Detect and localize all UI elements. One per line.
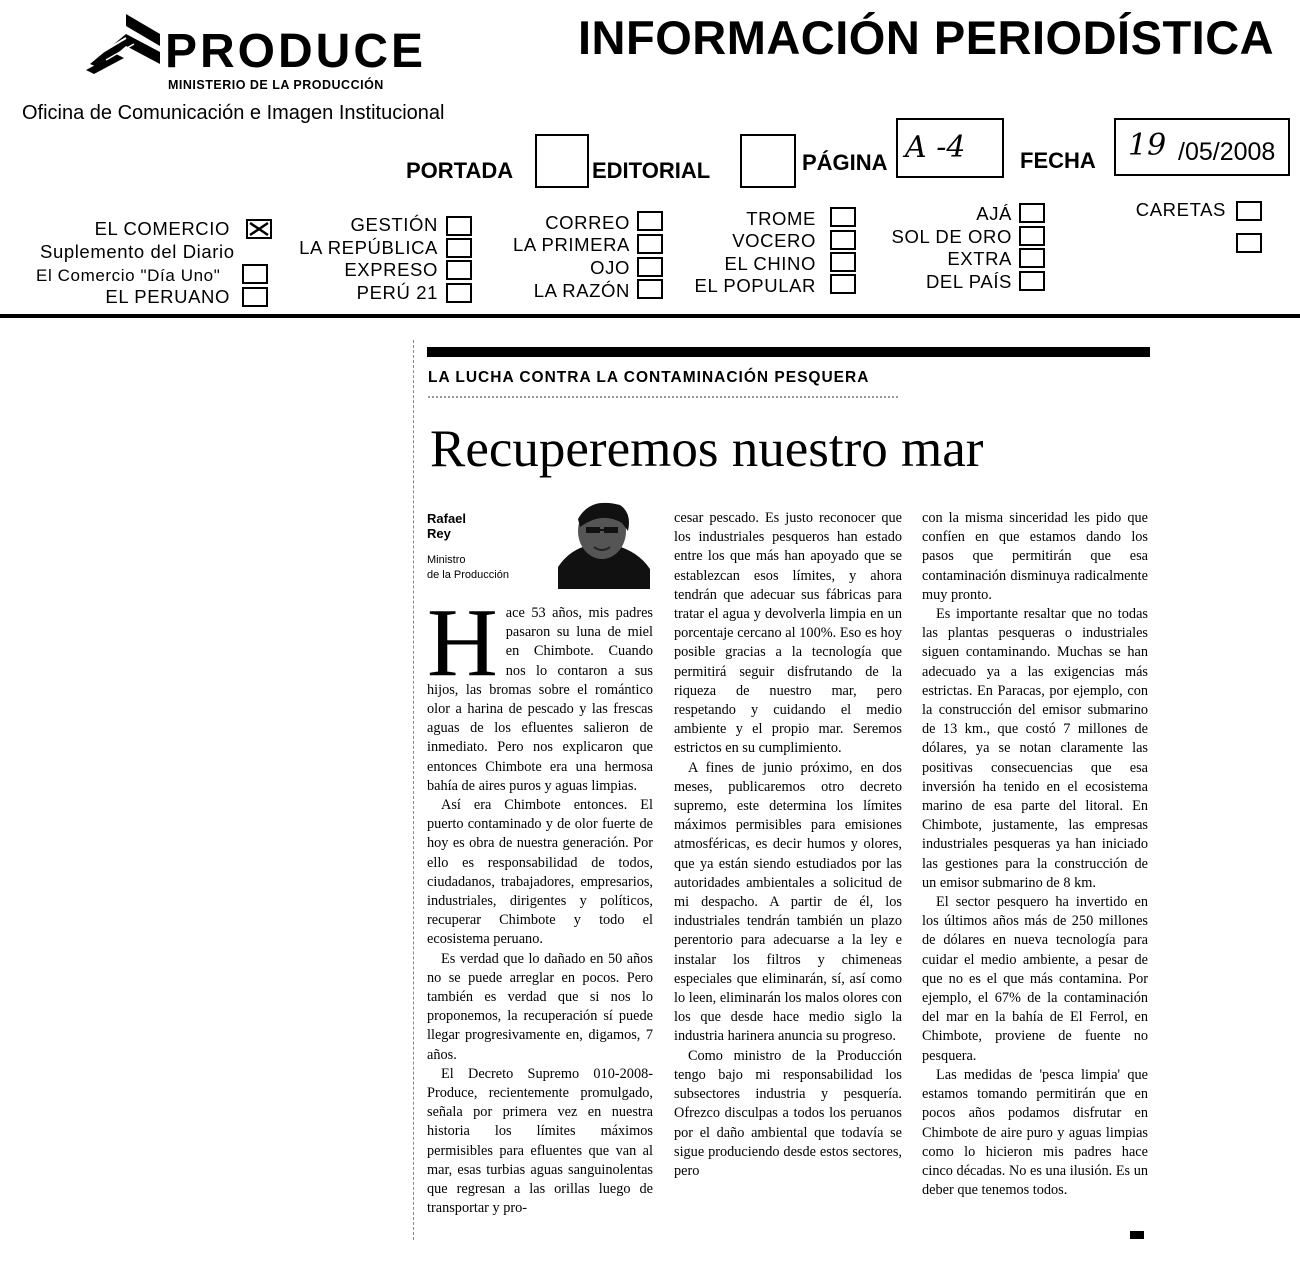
np-aja-checkbox[interactable] bbox=[1019, 203, 1045, 223]
np-el-chino: EL CHINO bbox=[724, 253, 816, 274]
col2-para-2: A fines de junio próximo, en dos meses, publicaremos otro decreto supremo, este determina los límites máximos permisibles para emisiones atmosféricas, es decir humos y olores, que ya están siendo estudiados por las autoridades ambientales a solicitud de mi despacho. A partir de él, los industriales tendrán también un plazo perentorio para adecuarse a la ley e instalar los filtros y chimeneas especiales que eliminarán, sí, así como lo leen, eliminarán los malos olores con los que desde hace medio siglo la industria harinera anuncia su progreso. bbox=[674, 759, 902, 1045]
fecha-month-year: /05/2008 bbox=[1178, 138, 1276, 166]
article-column-2 bbox=[674, 509, 902, 1181]
page-title: INFORMACIÓN PERIODÍSTICA bbox=[578, 11, 1275, 64]
logo-text: PRODUCE bbox=[165, 25, 427, 78]
np-el-peruano-checkbox[interactable] bbox=[242, 287, 268, 307]
col1-para-1: ace 53 años, mis padres pasaron su luna de miel en Chimbote. Cuando nos lo contaron a sus hijos, las bromas sobre el romántico olor a harina de pescado y las frescas aguas de los efluentes salieron de inmediato. Pero nos explicaron que entonces Chimbote era una hermosa bahía de aires puros y aguas limpias. bbox=[427, 605, 653, 794]
office-name: Oficina de Comunicación e Imagen Institucional bbox=[22, 102, 445, 124]
portada-label: PORTADA bbox=[406, 158, 514, 183]
produce-logo-icon bbox=[86, 12, 162, 74]
np-aja: AJÁ bbox=[976, 203, 1012, 224]
np-correo: CORREO bbox=[545, 212, 630, 233]
article-headline: Recuperemos nuestro mar bbox=[430, 420, 984, 478]
pagina-value: A -4 bbox=[905, 130, 966, 165]
np-correo-checkbox[interactable] bbox=[637, 211, 663, 231]
np-la-razon-checkbox[interactable] bbox=[637, 279, 663, 299]
author-first-name: Rafael bbox=[427, 511, 467, 526]
col1-para-4: El Decreto Supremo 010-2008-Produce, recientemente promulgado, señala por primera vez en nuestra historia los límites máximos permisibles para efluentes que van al mar, esas turbias aguas sanguinolentas que regresan a las orillas luego de transportar y pro- bbox=[427, 1065, 653, 1217]
np-peru21: PERÚ 21 bbox=[356, 282, 438, 303]
np-expreso: EXPRESO bbox=[344, 259, 438, 280]
author-last-name: Rey bbox=[427, 526, 451, 541]
kicker-rule bbox=[428, 396, 898, 398]
np-vocero: VOCERO bbox=[732, 230, 816, 251]
np-la-primera: LA PRIMERA bbox=[512, 234, 630, 255]
fecha-label: FECHA bbox=[1020, 148, 1096, 173]
np-el-popular-checkbox[interactable] bbox=[830, 274, 856, 294]
np-gestion: GESTIÓN bbox=[350, 214, 438, 235]
clipping-edge bbox=[413, 340, 414, 1240]
article-kicker: LA LUCHA CONTRA LA CONTAMINACIÓN PESQUERA bbox=[428, 369, 870, 386]
np-blank-checkbox[interactable] bbox=[1236, 233, 1262, 253]
col2-para-3: Como ministro de la Producción tengo bajo mi responsabilidad los subsectores industria y pesquería. Ofrezco disculpas a todos los peruanos por el daño ambiental que todavía se sigue produciendo desde estos sectores, pero bbox=[674, 1047, 902, 1179]
np-del-pais-checkbox[interactable] bbox=[1019, 271, 1045, 291]
header-divider bbox=[0, 314, 1300, 318]
col3-para-3: El sector pesquero ha invertido en los últimos años más de 250 millones de dólares en nueva tecnología para cuidar el medio ambiente, a pesar de que no es el que más contamina. Por ejemplo, el 67% de la contaminación del mar en la bahía de El Ferrol, en Chimbote, proviene de fuente no pesquera. bbox=[922, 894, 1148, 1064]
col3-para-4: Las medidas de 'pesca limpia' que estamos tomando permitirán que en pocos años podamos disfrutar en Chimbote de aire puro y aguas limpias como lo hicieron mis padres hace cinco décadas. No es una ilusión. Es un deber que tenemos todos. bbox=[922, 1066, 1148, 1199]
np-trome-checkbox[interactable] bbox=[830, 207, 856, 227]
np-gestion-checkbox[interactable] bbox=[446, 216, 472, 236]
col3-para-1: con la misma sinceridad les pido que confíen en que estamos dando los pasos que permitirán que esa contaminación disminuya radicalmente muy pronto. bbox=[922, 510, 1148, 603]
np-la-primera-checkbox[interactable] bbox=[637, 234, 663, 254]
np-caretas: CARETAS bbox=[1135, 199, 1226, 220]
np-caretas-checkbox[interactable] bbox=[1236, 201, 1262, 221]
np-suplemento: Suplemento del Diario bbox=[40, 241, 235, 262]
np-extra: EXTRA bbox=[947, 248, 1012, 269]
editorial-checkbox[interactable] bbox=[740, 134, 796, 188]
article-top-bar bbox=[427, 347, 1150, 357]
drop-cap: H bbox=[427, 589, 498, 697]
author-photo bbox=[550, 497, 654, 589]
article-end-mark bbox=[1130, 1231, 1144, 1239]
article-column-3 bbox=[922, 509, 1148, 1200]
col1-para-2: Así era Chimbote entonces. El puerto contaminado y de olor fuerte de hoy es obra de nuestra generación. Por ello es responsabilidad de todos, ciudadanos, trabajadores, empresarios, industriales, dirigentes y políticos, recuperar Chimbote y todo el ecosistema peruano. bbox=[427, 797, 653, 948]
np-vocero-checkbox[interactable] bbox=[830, 230, 856, 250]
logo-subtitle: MINISTERIO DE LA PRODUCCIÓN bbox=[168, 78, 384, 92]
fecha-day: 19 bbox=[1128, 128, 1167, 163]
np-comercio-dia-uno: El Comercio "Día Uno" bbox=[36, 266, 221, 285]
np-el-popular: EL POPULAR bbox=[694, 275, 816, 296]
np-el-comercio-checkbox[interactable] bbox=[246, 219, 272, 239]
portada-checkbox[interactable] bbox=[535, 134, 589, 188]
article-column-1 bbox=[427, 589, 653, 1219]
np-del-pais: DEL PAÍS bbox=[925, 271, 1012, 292]
np-el-comercio: EL COMERCIO bbox=[94, 218, 230, 239]
col1-para-3: Es verdad que lo dañado en 50 años no se puede arreglar en pocos. Pero también es verdad que si nos lo proponemos, la recuperación sí puede llegar progresivamente en, digamos, 7 años. bbox=[427, 950, 653, 1063]
pagina-label: PÁGINA bbox=[802, 150, 888, 175]
np-el-peruano: EL PERUANO bbox=[105, 286, 230, 307]
np-comercio-dia-uno-checkbox[interactable] bbox=[242, 264, 268, 284]
np-el-chino-checkbox[interactable] bbox=[830, 252, 856, 272]
np-ojo: OJO bbox=[590, 257, 630, 278]
np-la-republica: LA REPÚBLICA bbox=[299, 237, 438, 258]
np-extra-checkbox[interactable] bbox=[1019, 248, 1045, 268]
np-ojo-checkbox[interactable] bbox=[637, 257, 663, 277]
np-la-razon: LA RAZÓN bbox=[533, 280, 630, 301]
np-peru21-checkbox[interactable] bbox=[446, 283, 472, 303]
col3-para-2: Es importante resaltar que no todas las plantas pesqueras o industriales siguen contaminando. Muchas se han adecuado ya a las exigencias más estrictas. En Paracas, por ejemplo, con la construcción del emisor submarino de 13 km., que costó 7 millones de dólares, ya se notan claramente las positivas consecuencias que esa inversión ha tenido en el ecosistema marino de esa parte del litoral. En Chimbote, justamente, las empresas industriales pesqueras ya han iniciado las gestiones para la construcción de un emisor submarino de 8 km. bbox=[922, 606, 1148, 891]
np-sol-de-oro: SOL DE ORO bbox=[891, 226, 1012, 247]
editorial-label: EDITORIAL bbox=[592, 158, 711, 183]
check-mark-icon bbox=[248, 221, 270, 237]
author-role-1: Ministro bbox=[427, 554, 466, 566]
col2-para-1: cesar pescado. Es justo reconocer que los industriales pesqueros han estado entre los que más han apoyado que se establezcan esos límites, y ahora tendrán que adecuar sus fábricas para tratar el agua y devolverla limpia en un porcentaje cercano al 100%. Eso es hoy posible gracias a la tecnología que permitirá seguir disfrutando de la riqueza de nuestro mar, pero respetando y cuidando el medio ambiente y el propio mar. Seremos estrictos en su cumplimiento. bbox=[674, 510, 902, 757]
author-role-2: de la Producción bbox=[427, 569, 509, 581]
np-expreso-checkbox[interactable] bbox=[446, 260, 472, 280]
np-trome: TROME bbox=[746, 208, 816, 229]
np-sol-de-oro-checkbox[interactable] bbox=[1019, 226, 1045, 246]
np-la-republica-checkbox[interactable] bbox=[446, 238, 472, 258]
